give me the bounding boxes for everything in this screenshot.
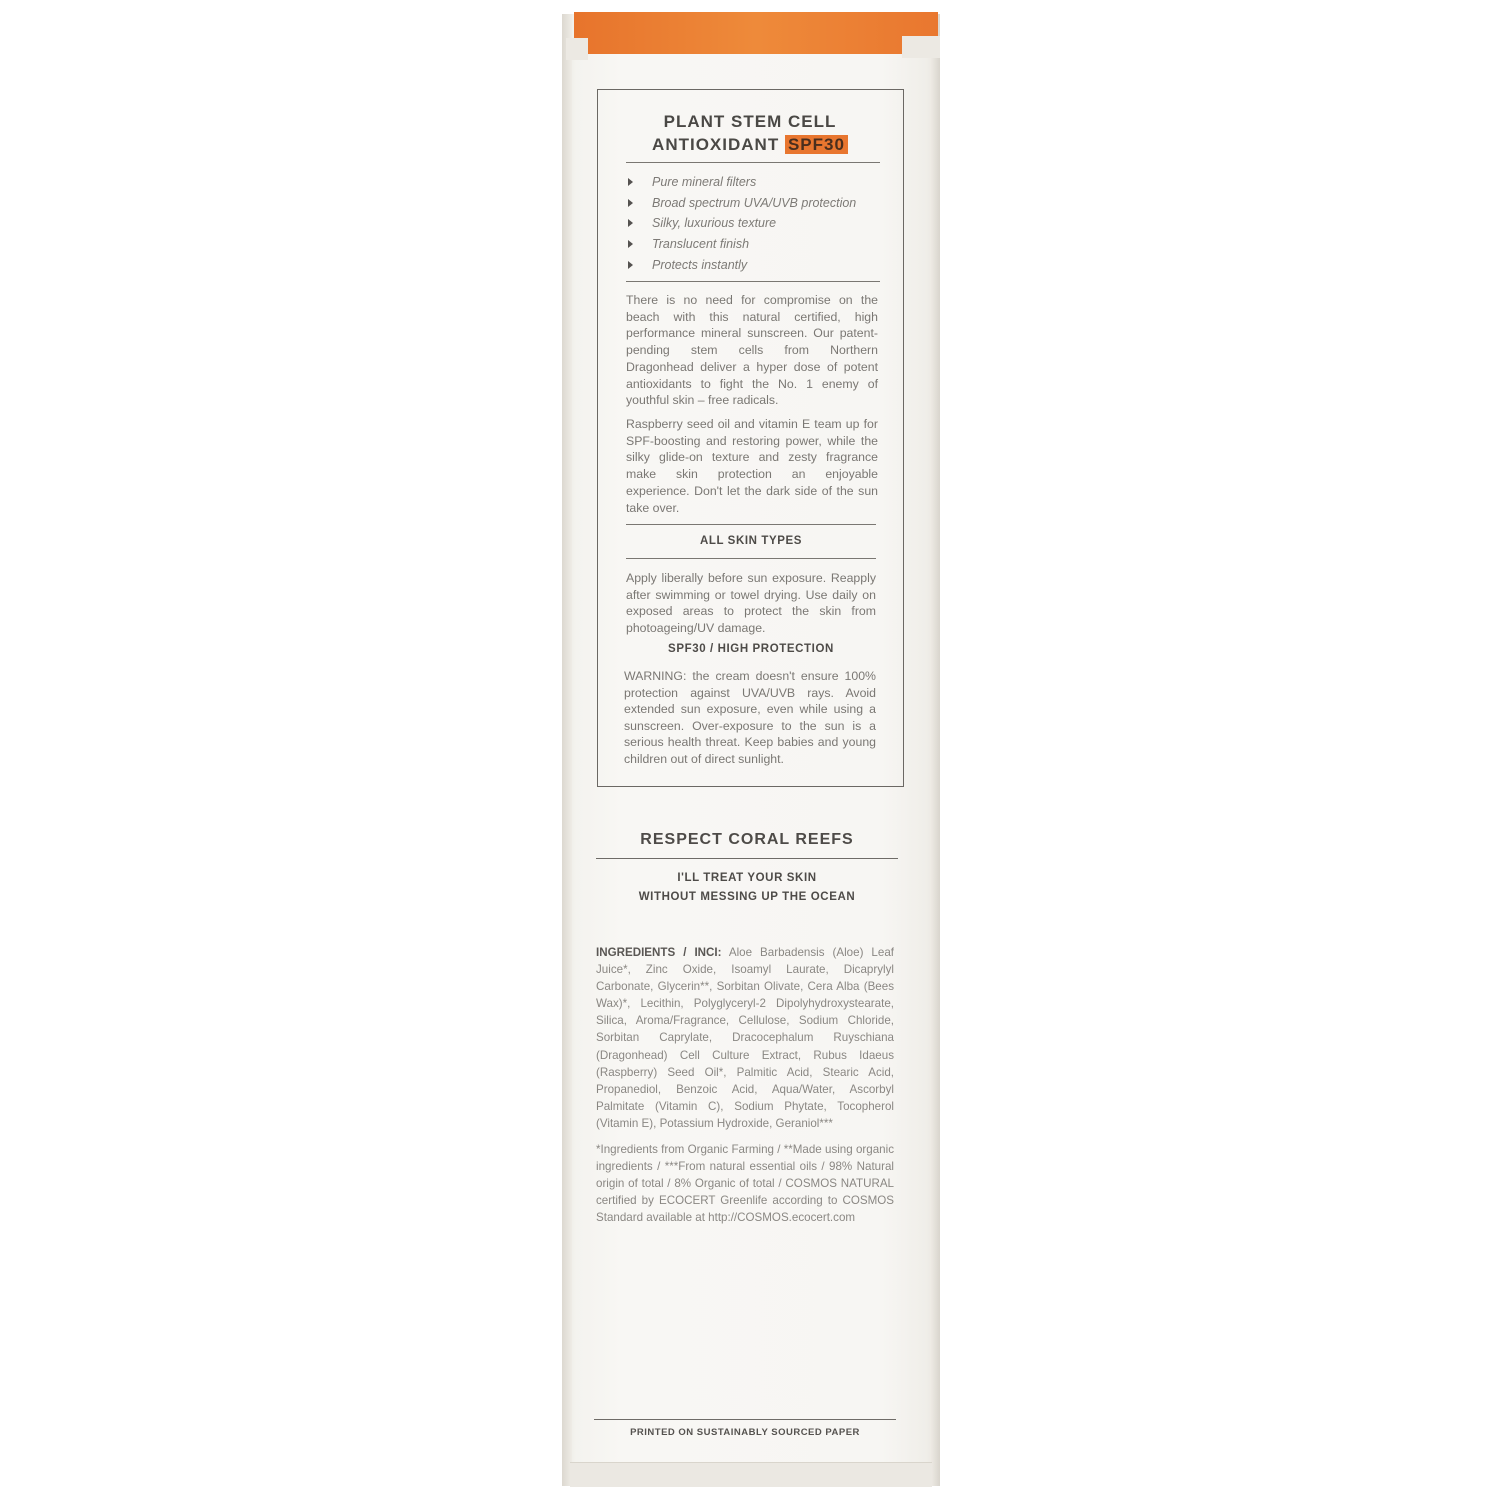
list-item bbox=[626, 213, 886, 234]
list-item bbox=[626, 234, 886, 255]
description-paragraph-2: Raspberry seed oil and vitamin E team up for SPF-boosting and restoring power, while the silky glide-on texture and zesty fragrance make skin protection an enjoyable experience. Don't let the dark side of the sun take over. bbox=[626, 417, 878, 515]
coral-reefs-heading: RESPECT CORAL REEFS bbox=[640, 831, 854, 848]
bullet-arrow-icon bbox=[628, 199, 633, 207]
bullet-arrow-icon bbox=[628, 261, 633, 269]
list-item bbox=[626, 193, 886, 214]
feature-text: Pure mineral filters bbox=[652, 175, 757, 189]
title-line-2 bbox=[620, 133, 880, 156]
feature-text: Translucent finish bbox=[652, 237, 750, 252]
box-edge-left bbox=[562, 14, 572, 1486]
box-bottom-flap bbox=[570, 1462, 932, 1487]
divider bbox=[596, 858, 898, 859]
feature-text: Protects instantly bbox=[652, 257, 748, 272]
feature-text: Silky, luxurious texture bbox=[652, 216, 777, 231]
list-item bbox=[626, 255, 886, 276]
tagline-line-1: I'LL TREAT YOUR SKIN bbox=[677, 872, 817, 884]
feature-text: Broad spectrum UVA/UVB protection bbox=[652, 195, 857, 210]
bullet-arrow-icon bbox=[628, 240, 633, 248]
protection-heading: SPF30 / HIGH PROTECTION bbox=[668, 643, 834, 655]
tagline-line-2: WITHOUT MESSING UP THE OCEAN bbox=[638, 891, 856, 903]
product-title bbox=[620, 110, 880, 156]
usage-text: Apply liberally before sun exposure. Reapply after swimming or towel drying. Use daily on exposed areas to protect the skin from photoageing/UV damage. bbox=[626, 571, 876, 635]
divider bbox=[626, 162, 880, 163]
ingredients-text: Aloe Barbadensis (Aloe) Leaf Juice*, Zinc Oxide, Isoamyl Laurate, Dicaprylyl Carbonate, Glycerin**, Sorbitan Olivate, Cera Alba (Bees Wax)*, Lecithin, Polyglyceryl-2 Dipolyhydroxystearate, Silica, Aroma/Fragrance, Cellulose, Sodium Chloride, Sorbitan Caprylate, Dracocephalum Ruyschiana (Dragonhead) Cell Culture Extract, Rubus Idaeus (Raspberry) Seed Oil*, Palmitic Acid, Stearic Acid, Propanediol, Benzoic Acid, Aqua/Water, Ascorbyl Palmitate (Vitamin C), Sodium Phytate, Tocopherol (Vitamin E), Potassium Hydroxide, Geraniol*** bbox=[596, 946, 894, 1130]
box-flap-left bbox=[566, 38, 588, 60]
divider bbox=[594, 1419, 896, 1420]
box-edge-right bbox=[930, 14, 940, 1486]
divider bbox=[626, 281, 880, 282]
skin-types-heading: ALL SKIN TYPES bbox=[699, 535, 803, 547]
bullet-arrow-icon bbox=[628, 178, 633, 186]
list-item bbox=[626, 172, 886, 193]
printed-note: PRINTED ON SUSTAINABLY SOURCED PAPER bbox=[630, 1427, 860, 1438]
spf-tag: SPF30 bbox=[785, 135, 848, 154]
divider bbox=[626, 558, 876, 559]
warning-text: WARNING: the cream doesn't ensure 100% protection against UVA/UVB rays. Avoid extended sun exposure, even while using a sunscreen. Over-exposure to the sun is a serious health threat. Keep babies and young children out of direct sunlight. bbox=[624, 669, 876, 766]
coral-reefs-tagline bbox=[596, 869, 898, 907]
description-paragraph-1: There is no need for compromise on the beach with this natural certified, high performance mineral sunscreen. Our patent-pending stem cells from Northern Dragonhead deliver a hyper dose of potent antioxidants to fight the No. 1 enemy of youthful skin – free radicals. bbox=[626, 293, 878, 408]
divider bbox=[626, 524, 876, 525]
bullet-arrow-icon bbox=[628, 219, 633, 227]
feature-list bbox=[626, 172, 886, 275]
ingredients-list bbox=[596, 944, 894, 1132]
ingredients-label: INGREDIENTS / INCI: bbox=[596, 946, 722, 959]
box-flap-right bbox=[902, 36, 940, 58]
ingredients-footnote: *Ingredients from Organic Farming / **Made using organic ingredients / ***From natural essential oils / 98% Natural origin of total / 8% Organic of total / COSMOS NATURAL certified by ECOCERT Greenlife according to COSMOS Standard available at http://COSMOS.ecocert.com bbox=[596, 1143, 894, 1224]
orange-top-band bbox=[574, 12, 938, 54]
title-line-2-text: ANTIOXIDANT bbox=[652, 135, 780, 154]
title-line-1: PLANT STEM CELL bbox=[663, 112, 837, 131]
